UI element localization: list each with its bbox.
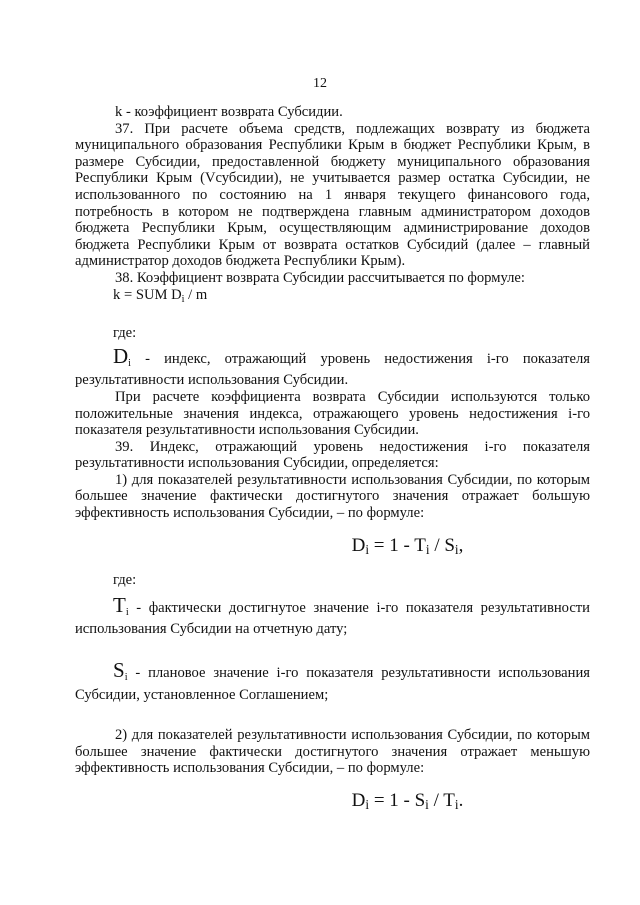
formula-2-a: D — [351, 790, 366, 811]
definition-s-text: - плановое значение i-го показателя результативности использования Субсидии, установленное Соглашением; — [75, 665, 590, 703]
formula-2 — [75, 790, 590, 814]
definition-t-text: - фактически достигнутое значение i-го показателя результативности использования Субсидии на отчетную дату; — [75, 599, 590, 638]
definition-s — [75, 658, 590, 703]
symbol-s-sub: i — [124, 672, 128, 684]
formula-2-end: . — [458, 790, 464, 811]
formula-1-end: , — [458, 534, 464, 556]
formula-2-b: = 1 - S — [369, 790, 426, 811]
symbol-t-sub: i — [125, 606, 129, 618]
formula-1-b: = 1 - T — [369, 534, 426, 556]
formula-k-lhs: k = SUM D — [113, 286, 182, 303]
document-body — [75, 104, 590, 814]
formula-2-a-sub: i — [365, 797, 370, 812]
page-number: 12 — [313, 76, 327, 91]
paragraph-37: 37. При расчете объема средств, подлежащих возврату из бюджета муниципального образования Республики Крым в бюджет Республики Крым, в размере Субсидии, предоставленной бюджету муниципального образования Республики Крым (Vсубсидии), не учитывается размер остатка Субсидии, не использованного по состоянию на 1 января текущего финансового года, потребность в котором не подтверждена главным администратором доходов бюджета Республики Крым, осуществляющим администрирование доходов бюджета Республики Крым от возврата остатков Субсидий (далее – главный администратор доходов бюджета Республики Крым). — [75, 120, 590, 270]
formula-2-c-sub: i — [454, 797, 459, 812]
symbol-d: D — [113, 343, 129, 368]
where-label-2: где: — [113, 572, 137, 589]
formula-1-b-sub: i — [425, 541, 430, 557]
formula-1-a-sub: i — [365, 541, 370, 557]
formula-2-b-sub: i — [425, 797, 429, 812]
paragraph-positive: При расчете коэффициента возврата Субсидии используются только положительные значения индекса, отражающего уровень недостижения i-го показателя результативности использования Субсидии. — [75, 388, 590, 439]
symbol-d-sub: i — [128, 357, 132, 369]
definition-d-text: - индекс, отражающий уровень недостижения i-го показателя результативности использования Субсидии. — [75, 350, 590, 389]
symbol-t: T — [113, 592, 126, 617]
where-label-1: где: — [113, 325, 137, 342]
formula-1-a: D — [351, 534, 366, 556]
formula-1-c: / S — [429, 534, 455, 556]
symbol-s: S — [113, 658, 125, 683]
item-2: 2) для показателей результативности использования Субсидии, по которым большее значение фактически достигнутого значения отражает меньшую эффективность использования Субсидии, – по формуле: — [75, 727, 590, 777]
paragraph-39: 39. Индекс, отражающий уровень недостижения i-го показателя результативности использования Субсидии, определяется: — [75, 438, 590, 472]
k-definition: k - коэффициент возврата Субсидии. — [115, 104, 343, 120]
formula-1-c-sub: i — [454, 541, 459, 557]
formula-k-sub: i — [181, 293, 185, 305]
item-1: 1) для показателей результативности использования Субсидии, по которым большее значение фактически достигнутого значения отражает большую эффективность использования Субсидии, – по формуле: — [75, 471, 590, 522]
paragraph-38: 38. Коэффициент возврата Субсидии рассчитывается по формуле: — [115, 269, 525, 286]
formula-1 — [75, 534, 590, 559]
definition-d — [75, 343, 590, 389]
formula-k-rhs: / m — [184, 286, 208, 303]
formula-2-c: / T — [428, 790, 455, 811]
definition-t — [75, 592, 590, 638]
formula-k — [113, 287, 590, 309]
